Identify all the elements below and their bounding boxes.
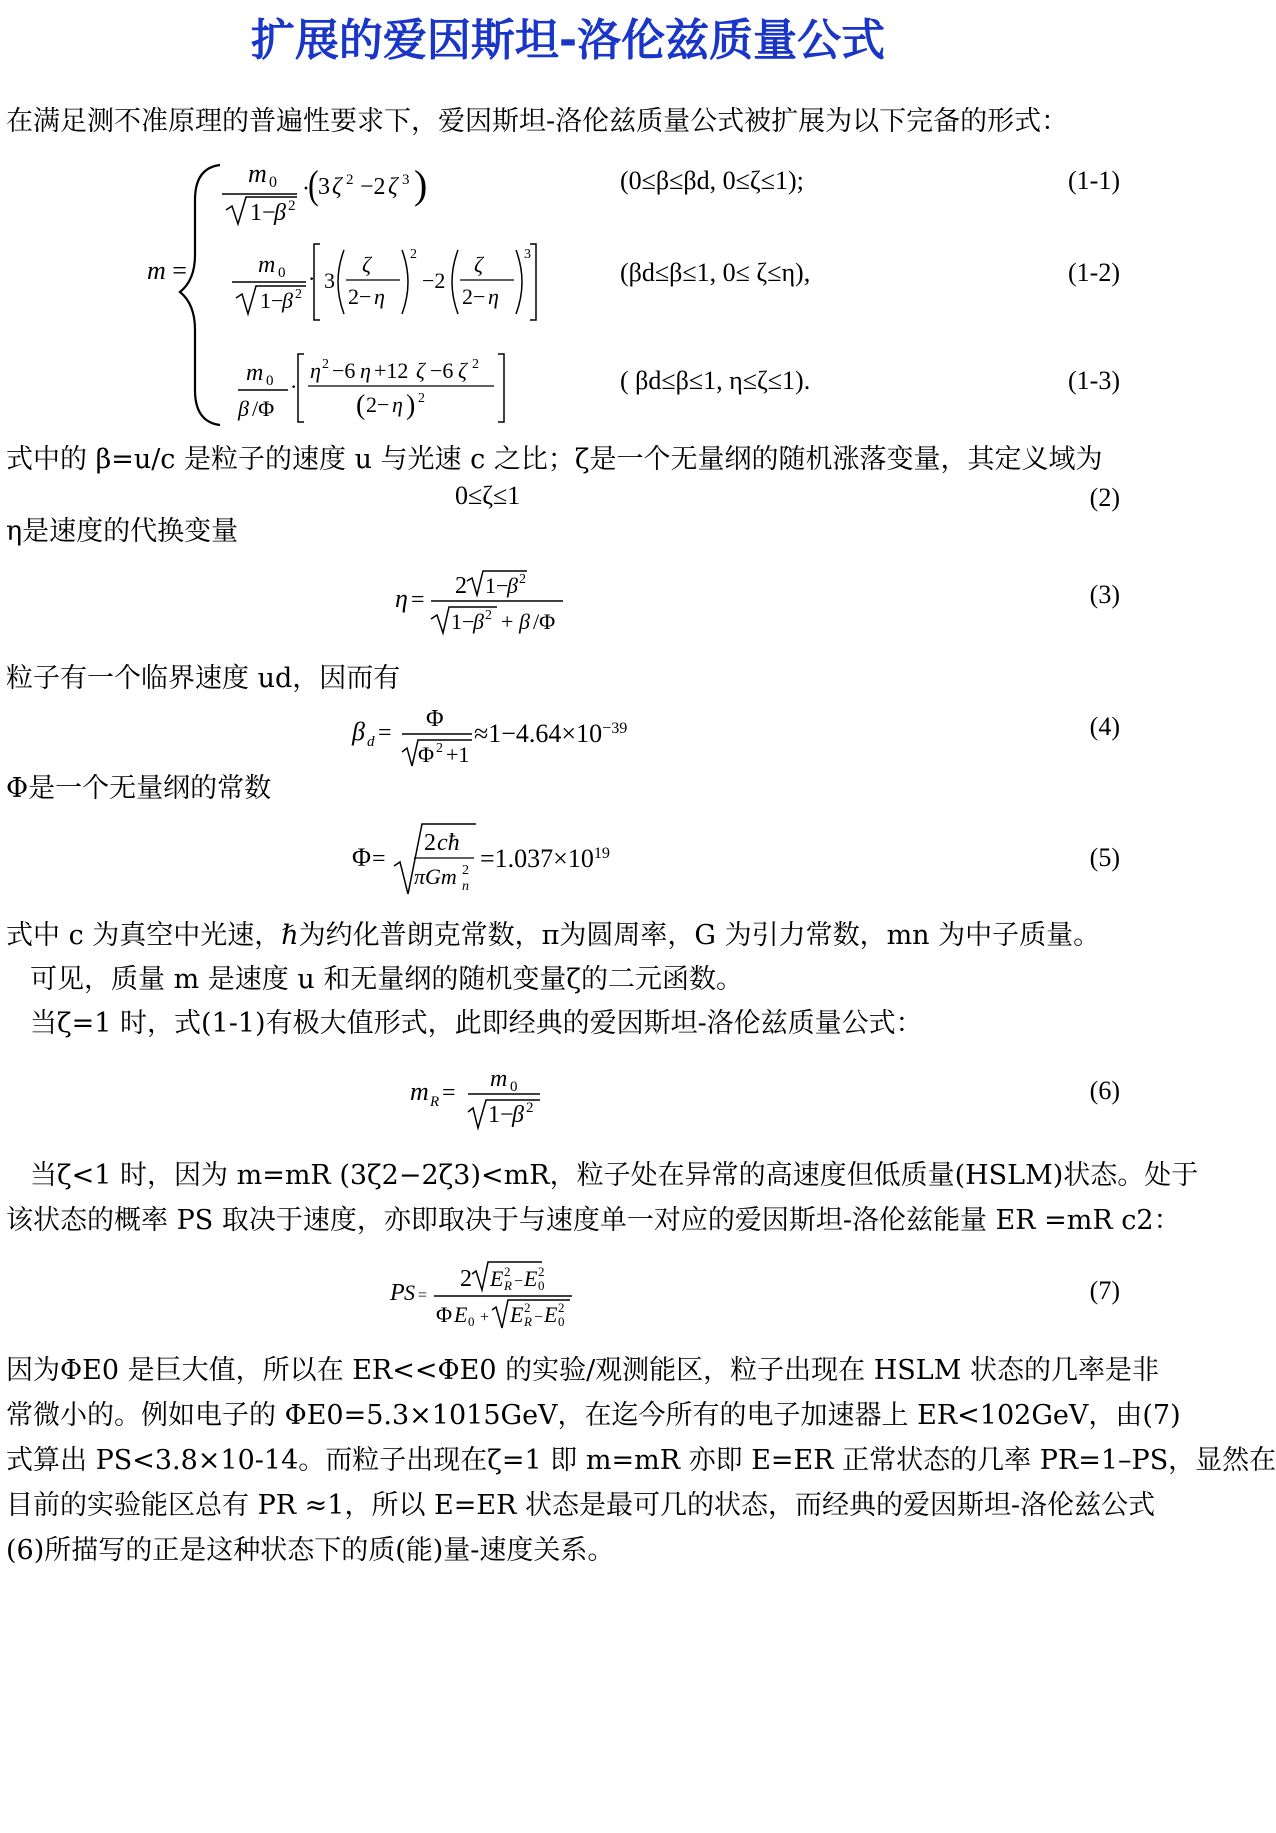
svg-text:β: β xyxy=(238,396,249,421)
svg-text:R: R xyxy=(430,1094,440,1110)
svg-text:E: E xyxy=(524,1266,538,1291)
svg-text:ζ: ζ xyxy=(458,358,467,383)
eq1-case2-number: (1-2) xyxy=(1068,258,1120,287)
svg-text:E: E xyxy=(510,1302,524,1327)
svg-text:0: 0 xyxy=(278,265,286,281)
eq5-value: $=1.037\times 10^{19}$ xyxy=(480,844,610,873)
svg-text:+: + xyxy=(501,609,514,634)
svg-text:ζ: ζ xyxy=(332,174,342,200)
svg-text:ζ: ζ xyxy=(388,174,398,200)
svg-text:2: 2 xyxy=(558,1300,565,1315)
svg-text:2: 2 xyxy=(455,573,467,599)
svg-text:η: η xyxy=(392,392,403,417)
svg-text:+1: +1 xyxy=(446,742,470,767)
svg-text:E: E xyxy=(544,1302,558,1327)
svg-text:0: 0 xyxy=(538,1278,545,1293)
svg-text:0: 0 xyxy=(269,174,277,191)
svg-text:Φ: Φ xyxy=(352,843,372,872)
svg-text:2: 2 xyxy=(436,741,443,756)
eq1-case1-condition: (0≤β≤βd, 0≤ζ≤1); xyxy=(620,166,804,195)
svg-text:1−: 1− xyxy=(488,1102,514,1128)
svg-text:−: − xyxy=(534,1309,544,1326)
svg-text:P: P xyxy=(390,1280,405,1306)
svg-text:E: E xyxy=(454,1302,468,1327)
svg-text:n: n xyxy=(462,879,469,894)
svg-text:β: β xyxy=(473,609,484,634)
svg-text:2: 2 xyxy=(346,172,354,188)
svg-text:m: m xyxy=(490,1066,508,1092)
eq5-formula xyxy=(352,822,482,897)
page-title: 扩展的爱因斯坦-洛伦兹质量公式 xyxy=(250,15,886,66)
eq1-lhs: m = xyxy=(147,256,187,285)
eq5-number: (5) xyxy=(1089,843,1120,872)
svg-text:2: 2 xyxy=(288,198,296,214)
svg-text:ζ: ζ xyxy=(474,252,483,277)
svg-text:m: m xyxy=(248,159,267,188)
eq1-case2-condition: (βd≤β≤1, 0≤ ζ≤η), xyxy=(620,258,811,287)
svg-text:2: 2 xyxy=(424,830,436,856)
probability-paragraph-line4: 目前的实验能区总有 PR ≈1，所以 E=ER 状态是最可几的状态，而经典的爱因斯坦-洛伦兹公式 xyxy=(6,1490,1156,1521)
svg-text:η: η xyxy=(488,284,499,309)
svg-text:): ) xyxy=(406,390,416,421)
eq2-number: (2) xyxy=(1089,483,1120,512)
constants-description: 式中 c 为真空中光速，ℏ为约化普朗克常数，π为圆周率，G 为引力常数，mn 为中子质量。 xyxy=(6,920,1101,951)
svg-text:·: · xyxy=(308,266,316,291)
svg-text:πGm: πGm xyxy=(414,864,457,889)
svg-text:0: 0 xyxy=(558,1314,565,1329)
svg-text:R: R xyxy=(504,1278,512,1293)
eq2-expression: 0≤ζ≤1 xyxy=(455,481,521,510)
svg-text:η: η xyxy=(395,584,408,613)
svg-text:2: 2 xyxy=(418,391,425,406)
svg-text:ζ: ζ xyxy=(362,252,371,277)
svg-text:0: 0 xyxy=(468,1314,475,1329)
svg-text:1−: 1− xyxy=(485,573,509,598)
probability-paragraph-line2: 常微小的。例如电子的 ΦE0=5.3×1015GeV，在迄今所有的电子加速器上 ER<102GeV，由(7) xyxy=(6,1400,1181,1431)
svg-text:η: η xyxy=(374,284,385,309)
svg-text:+12: +12 xyxy=(374,358,409,383)
svg-text:(: ( xyxy=(356,390,366,421)
phi-constant-text: Φ是一个无量纲的常数 xyxy=(6,773,272,804)
svg-text:2: 2 xyxy=(462,863,469,878)
svg-text:1−: 1− xyxy=(260,288,284,313)
svg-text:ζ: ζ xyxy=(416,358,425,383)
svg-text:m: m xyxy=(246,360,264,386)
svg-text:d: d xyxy=(367,734,375,750)
svg-text:0: 0 xyxy=(266,373,274,389)
svg-text:Φ: Φ xyxy=(436,1302,453,1327)
svg-text:−2: −2 xyxy=(422,268,446,293)
svg-text:S: S xyxy=(404,1280,415,1305)
svg-text:2: 2 xyxy=(504,1264,511,1279)
svg-text:β: β xyxy=(282,288,293,313)
svg-text:β: β xyxy=(507,573,518,598)
svg-text:3: 3 xyxy=(324,268,335,293)
eq1-case1-number: (1-1) xyxy=(1068,166,1120,195)
svg-text:3: 3 xyxy=(402,172,410,188)
svg-text:2: 2 xyxy=(410,247,417,262)
svg-text:2: 2 xyxy=(538,1264,545,1279)
svg-text:E: E xyxy=(490,1266,504,1291)
svg-text:−6: −6 xyxy=(332,358,356,383)
eq4-exponent: −39 xyxy=(602,720,628,738)
eq7-number: (7) xyxy=(1089,1276,1120,1305)
beta-zeta-definition: 式中的 β=u/c 是粒子的速度 u 与光速 c 之比；ζ是一个无量纲的随机涨落变量，其定义域为 xyxy=(6,444,1103,475)
svg-text:m: m xyxy=(258,252,276,278)
svg-text:2−: 2− xyxy=(462,284,486,309)
eq5-exponent: 19 xyxy=(593,845,610,863)
svg-text:m: m xyxy=(410,1077,429,1106)
svg-text:/Φ: /Φ xyxy=(533,609,556,634)
svg-text:=: = xyxy=(411,587,425,613)
svg-text:η: η xyxy=(310,358,321,383)
svg-text:−2: −2 xyxy=(360,174,386,200)
svg-text:2: 2 xyxy=(526,1100,534,1116)
svg-text:=: = xyxy=(372,846,386,872)
svg-text:1−: 1− xyxy=(250,200,276,226)
svg-text:2−: 2− xyxy=(366,392,390,417)
svg-text:2: 2 xyxy=(295,287,302,302)
eq3-number: (3) xyxy=(1089,580,1120,609)
hslm-paragraph-line2: 该状态的概率 PS 取决于速度，亦即取决于与速度单一对应的爱因斯坦-洛伦兹能量 ER =mR c2： xyxy=(6,1205,1181,1236)
hslm-paragraph-line1: 当ζ<1 时，因为 m=mR (3ζ2−2ζ3)<mR，粒子处在异常的高速度但低质量(HSLM)状态。处于 xyxy=(30,1160,1199,1191)
svg-text:+: + xyxy=(480,1309,490,1326)
svg-text:2: 2 xyxy=(485,608,492,623)
svg-text:Φ: Φ xyxy=(418,742,435,767)
svg-text:R: R xyxy=(524,1314,532,1329)
svg-text:1−: 1− xyxy=(451,609,475,634)
eq1-case3-condition: ( βd≤β≤1, η≤ζ≤1). xyxy=(620,366,811,395)
binary-function-text: 可见，质量 m 是速度 u 和无量纲的随机变量ζ的二元函数。 xyxy=(30,964,743,995)
svg-text:2−: 2− xyxy=(348,284,372,309)
eq4-formula xyxy=(352,704,482,774)
eq1-case2-formula xyxy=(232,238,542,328)
svg-text:2: 2 xyxy=(460,1266,472,1292)
svg-text:2: 2 xyxy=(322,357,329,372)
svg-text:β: β xyxy=(519,609,530,634)
svg-text:): ) xyxy=(414,162,428,207)
svg-text:−6: −6 xyxy=(430,358,454,383)
eq6-formula xyxy=(410,1064,550,1134)
probability-paragraph-line1: 因为ΦE0 是巨大值，所以在 ER<<ΦE0 的实验/观测能区，粒子出现在 HSLM 状态的几率是非 xyxy=(6,1355,1159,1386)
svg-text:β: β xyxy=(274,200,286,226)
svg-text:0: 0 xyxy=(510,1079,518,1095)
svg-text:2: 2 xyxy=(519,572,526,587)
critical-speed-text: 粒子有一个临界速度 ud，因而有 xyxy=(6,663,401,694)
intro-paragraph: 在满足测不准原理的普遍性要求下，爱因斯坦-洛伦兹质量公式被扩展为以下完备的形式： xyxy=(6,106,1069,137)
svg-text:2: 2 xyxy=(524,1300,531,1315)
svg-text:Φ: Φ xyxy=(426,706,444,732)
eq4-approx: $\approx 1-4.64\times 10^{-39}$ xyxy=(474,719,628,748)
eq1-case3-number: (1-3) xyxy=(1068,366,1120,395)
classical-formula-intro: 当ζ=1 时，式(1-1)有极大值形式，此即经典的爱因斯坦-洛伦兹质量公式： xyxy=(30,1008,923,1039)
svg-text:·: · xyxy=(290,374,298,399)
eta-definition: η是速度的代换变量 xyxy=(6,516,239,547)
svg-text:2: 2 xyxy=(472,357,479,372)
svg-text:/Φ: /Φ xyxy=(252,396,275,421)
svg-text:(: ( xyxy=(308,162,319,207)
eq1-case1-formula xyxy=(222,158,452,228)
eq6-number: (6) xyxy=(1089,1076,1120,1105)
svg-text:=: = xyxy=(418,1287,428,1304)
eq7-formula xyxy=(390,1256,580,1336)
svg-text:·: · xyxy=(302,176,310,202)
svg-text:β: β xyxy=(512,1102,524,1128)
svg-text:=: = xyxy=(378,720,392,746)
svg-text:cħ: cħ xyxy=(437,830,460,856)
eq4-number: (4) xyxy=(1089,712,1120,741)
svg-text:β: β xyxy=(352,717,365,746)
probability-paragraph-line3: 式算出 PS<3.8×10-14。而粒子出现在ζ=1 即 m=mR 亦即 E=ER 正常状态的几率 PR=1–PS，显然在 xyxy=(6,1445,1276,1476)
svg-text:−: − xyxy=(514,1273,524,1290)
probability-paragraph-line5: (6)所描写的正是这种状态下的质(能)量-速度关系。 xyxy=(6,1535,615,1566)
eq1-case3-formula xyxy=(232,350,522,430)
svg-text:3: 3 xyxy=(524,247,531,262)
eq3-formula xyxy=(395,565,575,640)
svg-text:3: 3 xyxy=(318,174,330,200)
svg-text:=: = xyxy=(442,1080,456,1106)
svg-text:η: η xyxy=(360,358,371,383)
